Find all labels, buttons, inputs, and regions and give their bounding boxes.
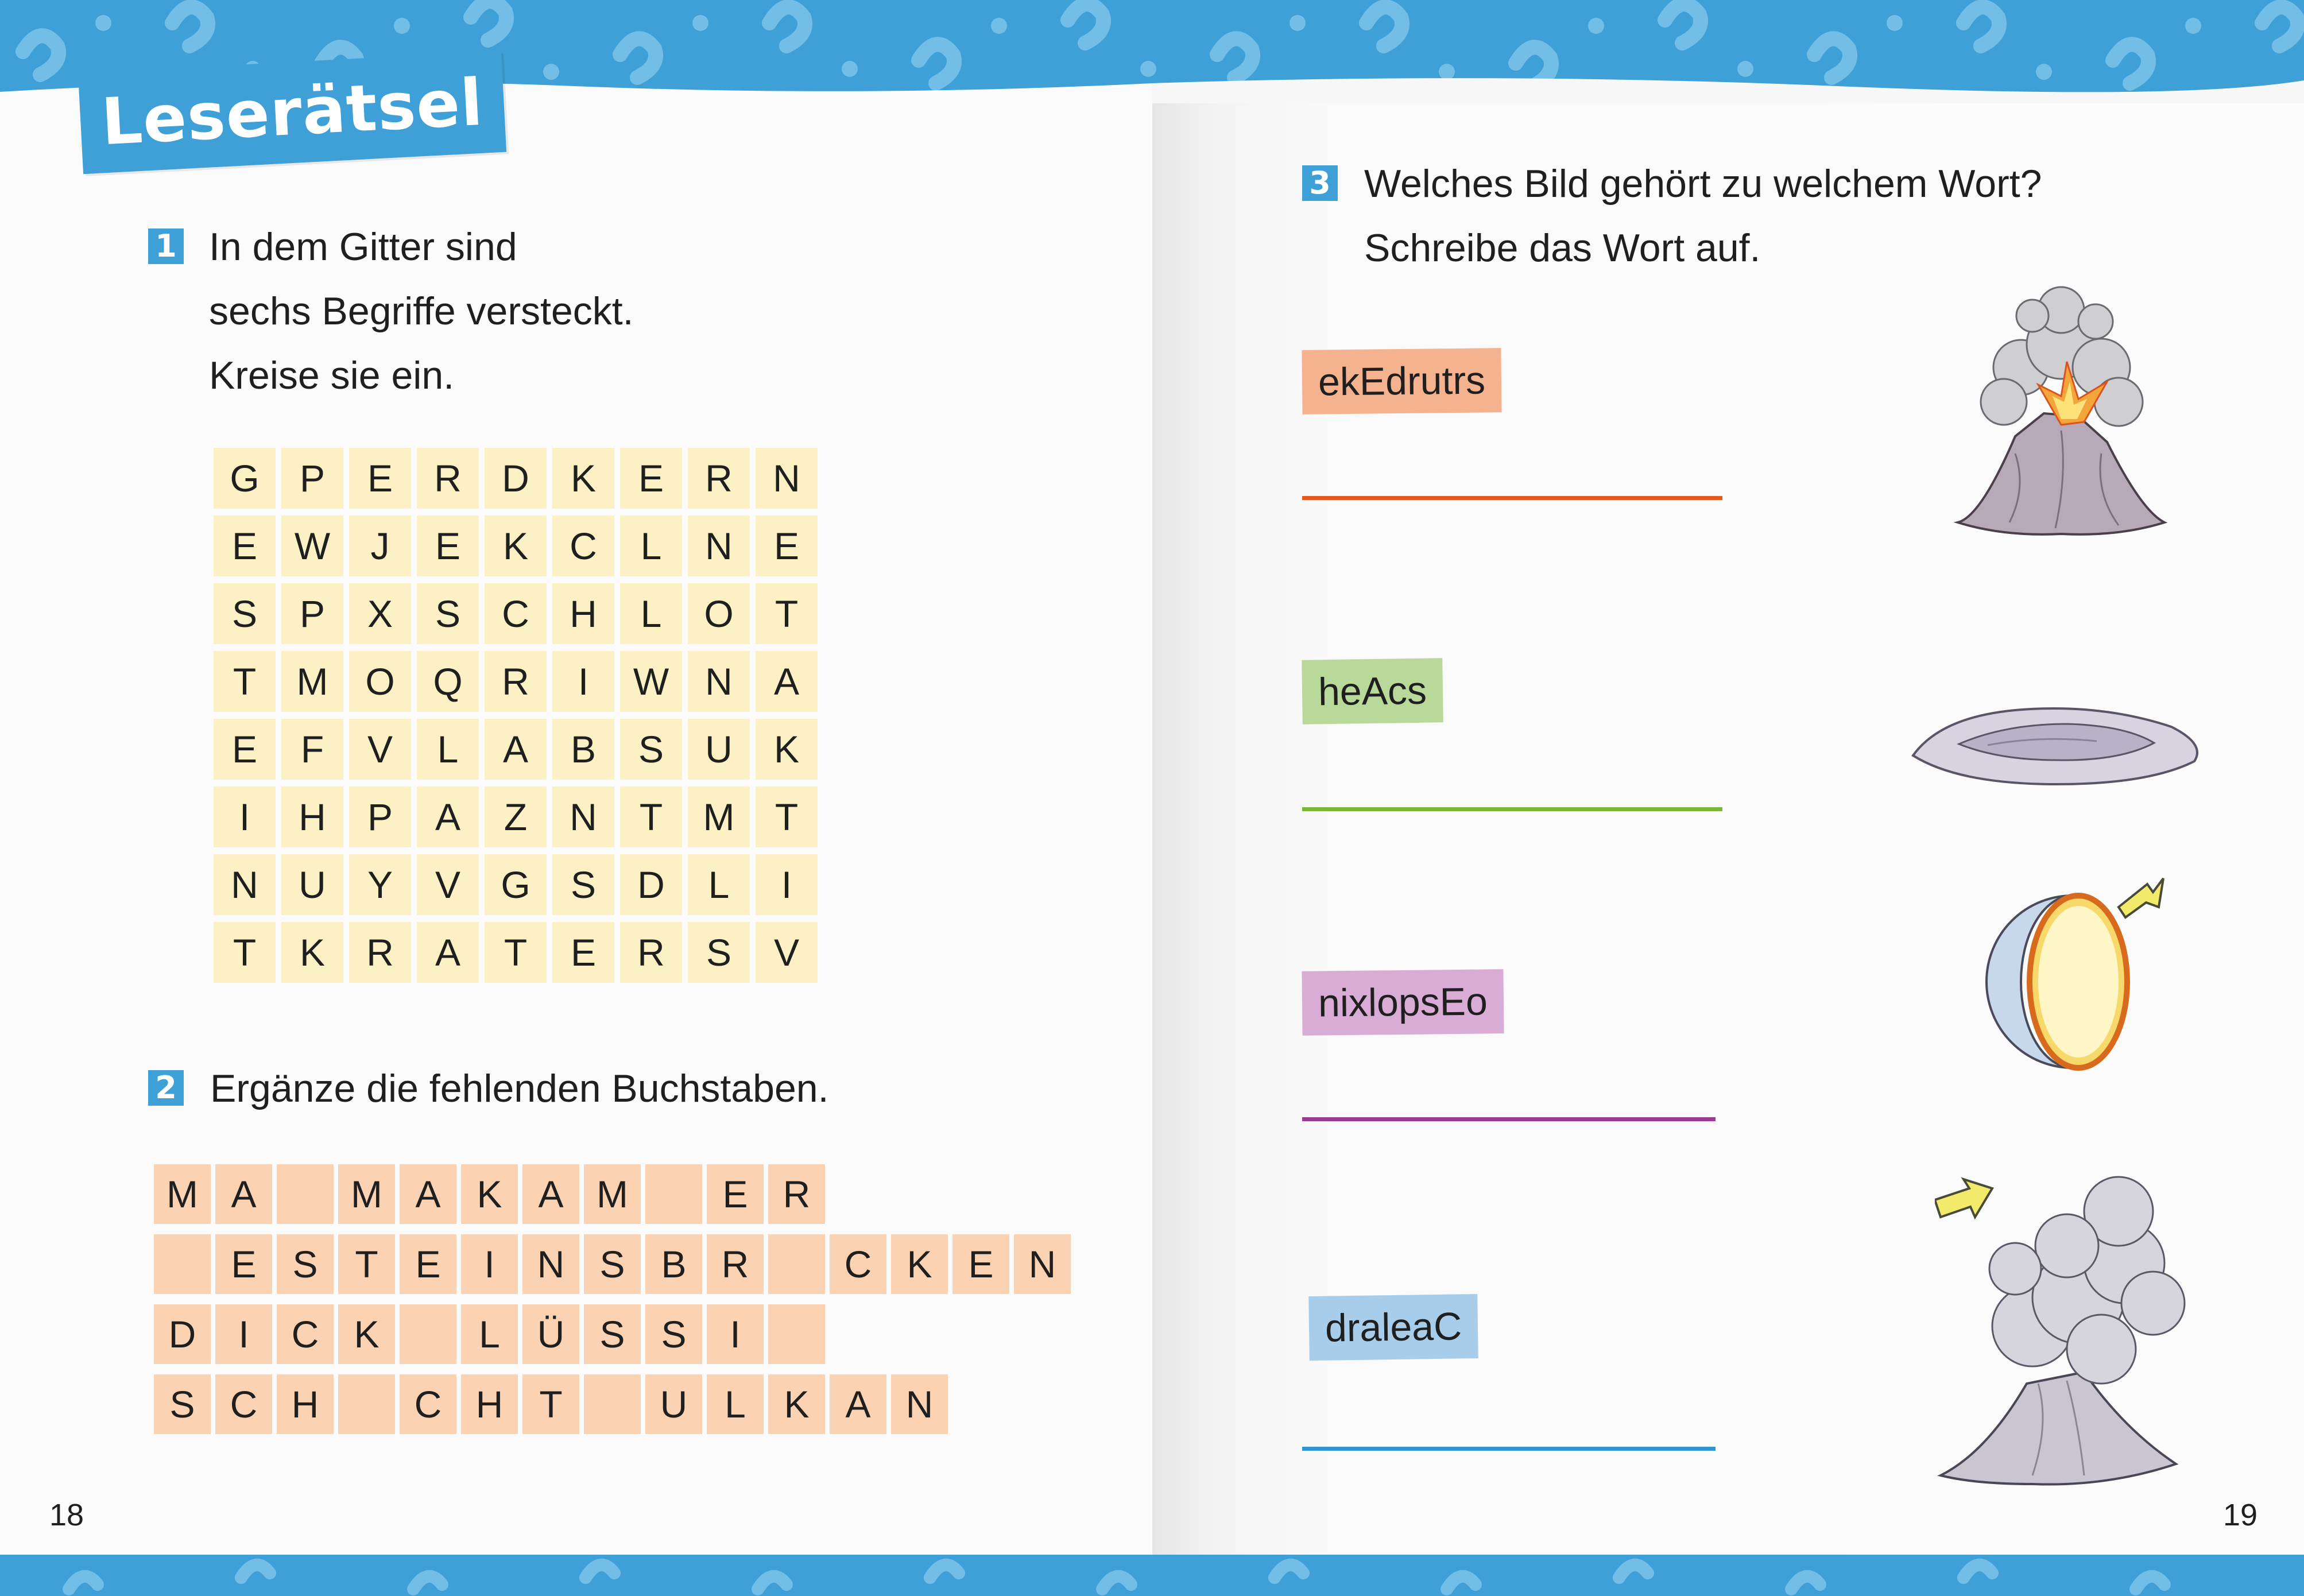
answer-line-3[interactable] (1302, 1117, 1716, 1121)
letter-box: Ü (522, 1304, 579, 1364)
page-title: Leserätsel (99, 65, 485, 160)
fill-row (154, 1374, 948, 1434)
blank-letter-box[interactable] (584, 1374, 641, 1434)
grid-cell[interactable]: T (620, 787, 682, 847)
grid-cell[interactable]: H (281, 787, 343, 847)
grid-cell[interactable]: N (688, 651, 750, 712)
letter-box: M (338, 1164, 395, 1224)
fill-row (154, 1164, 825, 1224)
letter-box: U (645, 1374, 702, 1434)
grid-cell[interactable]: R (688, 448, 750, 509)
earth-crust-icon (1975, 873, 2164, 1079)
grid-cell[interactable]: N (756, 448, 818, 509)
grid-cell[interactable]: L (688, 854, 750, 915)
letter-box: L (707, 1374, 764, 1434)
letter-box: C (215, 1374, 272, 1434)
word-search-grid (214, 448, 818, 983)
grid-cell[interactable]: R (620, 922, 682, 983)
letter-box: A (400, 1164, 456, 1224)
grid-cell[interactable]: N (552, 787, 614, 847)
grid-cell[interactable]: T (756, 787, 818, 847)
grid-cell[interactable]: B (552, 719, 614, 780)
grid-cell[interactable]: I (214, 787, 276, 847)
letter-box: I (215, 1304, 272, 1364)
letter-box: E (952, 1234, 1009, 1294)
grid-cell[interactable]: F (281, 719, 343, 780)
grid-cell[interactable]: I (756, 854, 818, 915)
task-3-instruction (1364, 152, 2042, 280)
page-number-right: 19 (2223, 1498, 2258, 1532)
grid-cell[interactable]: W (281, 516, 343, 576)
letter-box: M (584, 1164, 641, 1224)
grid-cell[interactable]: O (349, 651, 411, 712)
question-mark-pattern-icon (0, 1555, 2304, 1596)
letter-box: C (400, 1374, 456, 1434)
task-1-line: sechs Begriffe versteckt. (209, 289, 634, 333)
letter-box: K (891, 1234, 948, 1294)
blank-letter-box[interactable] (768, 1234, 825, 1294)
grid-cell[interactable]: L (620, 516, 682, 576)
ash-cloud-icon (1935, 1154, 2205, 1487)
answer-line-4[interactable] (1302, 1447, 1716, 1451)
blank-letter-box[interactable] (400, 1304, 456, 1364)
letter-box: T (522, 1374, 579, 1434)
letter-box: N (522, 1234, 579, 1294)
letter-box: S (154, 1374, 211, 1434)
grid-cell[interactable]: I (552, 651, 614, 712)
grid-cell[interactable]: D (485, 448, 547, 509)
grid-cell[interactable]: G (214, 448, 276, 509)
grid-cell[interactable]: C (552, 516, 614, 576)
letter-box: N (1014, 1234, 1071, 1294)
letter-box: B (645, 1234, 702, 1294)
letter-box: R (768, 1164, 825, 1224)
letter-box: E (707, 1164, 764, 1224)
grid-cell[interactable]: P (281, 583, 343, 644)
task-1-badge: 1 (148, 228, 184, 264)
grid-cell[interactable]: T (756, 583, 818, 644)
blank-letter-box[interactable] (645, 1164, 702, 1224)
grid-cell[interactable]: J (349, 516, 411, 576)
letter-box: H (277, 1374, 334, 1434)
grid-cell[interactable]: P (281, 448, 343, 509)
grid-cell[interactable]: O (688, 583, 750, 644)
grid-cell[interactable]: S (688, 922, 750, 983)
anagram-tag-1: ekEdrutrs (1302, 348, 1501, 415)
grid-cell[interactable]: T (485, 922, 547, 983)
grid-cell[interactable]: Y (349, 854, 411, 915)
task-3-line: Schreibe das Wort auf. (1364, 226, 1761, 270)
fill-row (154, 1304, 825, 1364)
letter-box: C (830, 1234, 886, 1294)
bottom-decor-band (0, 1555, 2304, 1596)
grid-cell[interactable]: Q (417, 651, 479, 712)
letter-box: N (891, 1374, 948, 1434)
letter-box: S (645, 1304, 702, 1364)
grid-cell[interactable]: N (688, 516, 750, 576)
task-3-badge: 3 (1302, 165, 1338, 201)
grid-cell[interactable]: A (485, 719, 547, 780)
letter-box: E (215, 1234, 272, 1294)
letter-box: K (768, 1374, 825, 1434)
grid-cell[interactable]: S (552, 854, 614, 915)
grid-cell[interactable]: S (214, 583, 276, 644)
grid-cell[interactable]: V (417, 854, 479, 915)
grid-cell[interactable]: H (552, 583, 614, 644)
task-2-instruction: Ergänze die fehlenden Buchstaben. (210, 1067, 829, 1110)
grid-cell[interactable]: E (756, 516, 818, 576)
grid-cell[interactable]: K (485, 516, 547, 576)
grid-cell[interactable]: E (552, 922, 614, 983)
letter-box: A (522, 1164, 579, 1224)
letter-box: T (338, 1234, 395, 1294)
letter-box: C (277, 1304, 334, 1364)
letter-box: L (461, 1304, 518, 1364)
blank-letter-box[interactable] (277, 1164, 334, 1224)
grid-cell[interactable]: V (756, 922, 818, 983)
letter-box: A (215, 1164, 272, 1224)
fill-row (154, 1234, 1071, 1294)
grid-cell[interactable]: K (756, 719, 818, 780)
grid-cell[interactable]: K (281, 922, 343, 983)
grid-cell[interactable]: S (417, 583, 479, 644)
task-2-badge: 2 (148, 1070, 184, 1106)
grid-cell[interactable]: U (281, 854, 343, 915)
grid-cell[interactable]: D (620, 854, 682, 915)
blank-letter-box[interactable] (768, 1304, 825, 1364)
volcano-eruption-icon (1946, 281, 2176, 545)
grid-cell[interactable]: A (417, 922, 479, 983)
grid-cell[interactable]: T (214, 922, 276, 983)
grid-cell[interactable]: E (214, 516, 276, 576)
grid-cell[interactable]: P (349, 787, 411, 847)
anagram-tag-4: draleaC (1308, 1294, 1478, 1361)
letter-box: K (461, 1164, 518, 1224)
grid-cell[interactable]: Z (485, 787, 547, 847)
task-3-line: Welches Bild gehört zu welchem Wort? (1364, 162, 2042, 206)
letter-box: S (277, 1234, 334, 1294)
grid-cell[interactable]: E (349, 448, 411, 509)
letter-box: S (584, 1234, 641, 1294)
grid-cell[interactable]: R (485, 651, 547, 712)
letter-box: R (707, 1234, 764, 1294)
grid-cell[interactable]: R (417, 448, 479, 509)
letter-box: A (830, 1374, 886, 1434)
grid-cell[interactable]: S (620, 719, 682, 780)
grid-cell[interactable]: L (417, 719, 479, 780)
answer-line-2[interactable] (1302, 807, 1722, 811)
letter-box: D (154, 1304, 211, 1364)
letter-box: M (154, 1164, 211, 1224)
grid-cell[interactable]: M (688, 787, 750, 847)
task-1-line: In dem Gitter sind (209, 225, 517, 269)
grid-cell[interactable]: L (620, 583, 682, 644)
grid-cell[interactable]: N (214, 854, 276, 915)
grid-cell[interactable]: U (688, 719, 750, 780)
crater-icon (1907, 692, 2206, 790)
blank-letter-box[interactable] (154, 1234, 211, 1294)
grid-cell[interactable]: R (349, 922, 411, 983)
grid-cell[interactable]: T (214, 651, 276, 712)
task-1-line: Kreise sie ein. (209, 354, 455, 397)
grid-cell[interactable]: C (485, 583, 547, 644)
letter-box: H (461, 1374, 518, 1434)
blank-letter-box[interactable] (338, 1374, 395, 1434)
page-number-left: 18 (49, 1498, 84, 1532)
grid-cell[interactable]: M (281, 651, 343, 712)
letter-box: S (584, 1304, 641, 1364)
grid-cell[interactable]: K (552, 448, 614, 509)
anagram-tag-3: nixlopsEo (1302, 969, 1504, 1036)
letter-box: K (338, 1304, 395, 1364)
grid-cell[interactable]: X (349, 583, 411, 644)
grid-cell[interactable]: W (620, 651, 682, 712)
grid-cell[interactable]: V (349, 719, 411, 780)
answer-line-1[interactable] (1302, 496, 1722, 500)
task-1-instruction (209, 215, 634, 408)
letter-box: I (707, 1304, 764, 1364)
grid-cell[interactable]: A (756, 651, 818, 712)
grid-cell[interactable]: A (417, 787, 479, 847)
grid-cell[interactable]: E (214, 719, 276, 780)
grid-cell[interactable]: G (485, 854, 547, 915)
grid-cell[interactable]: E (417, 516, 479, 576)
grid-cell[interactable]: E (620, 448, 682, 509)
anagram-tag-2: heAcs (1302, 658, 1443, 724)
letter-box: I (461, 1234, 518, 1294)
letter-box: E (400, 1234, 456, 1294)
